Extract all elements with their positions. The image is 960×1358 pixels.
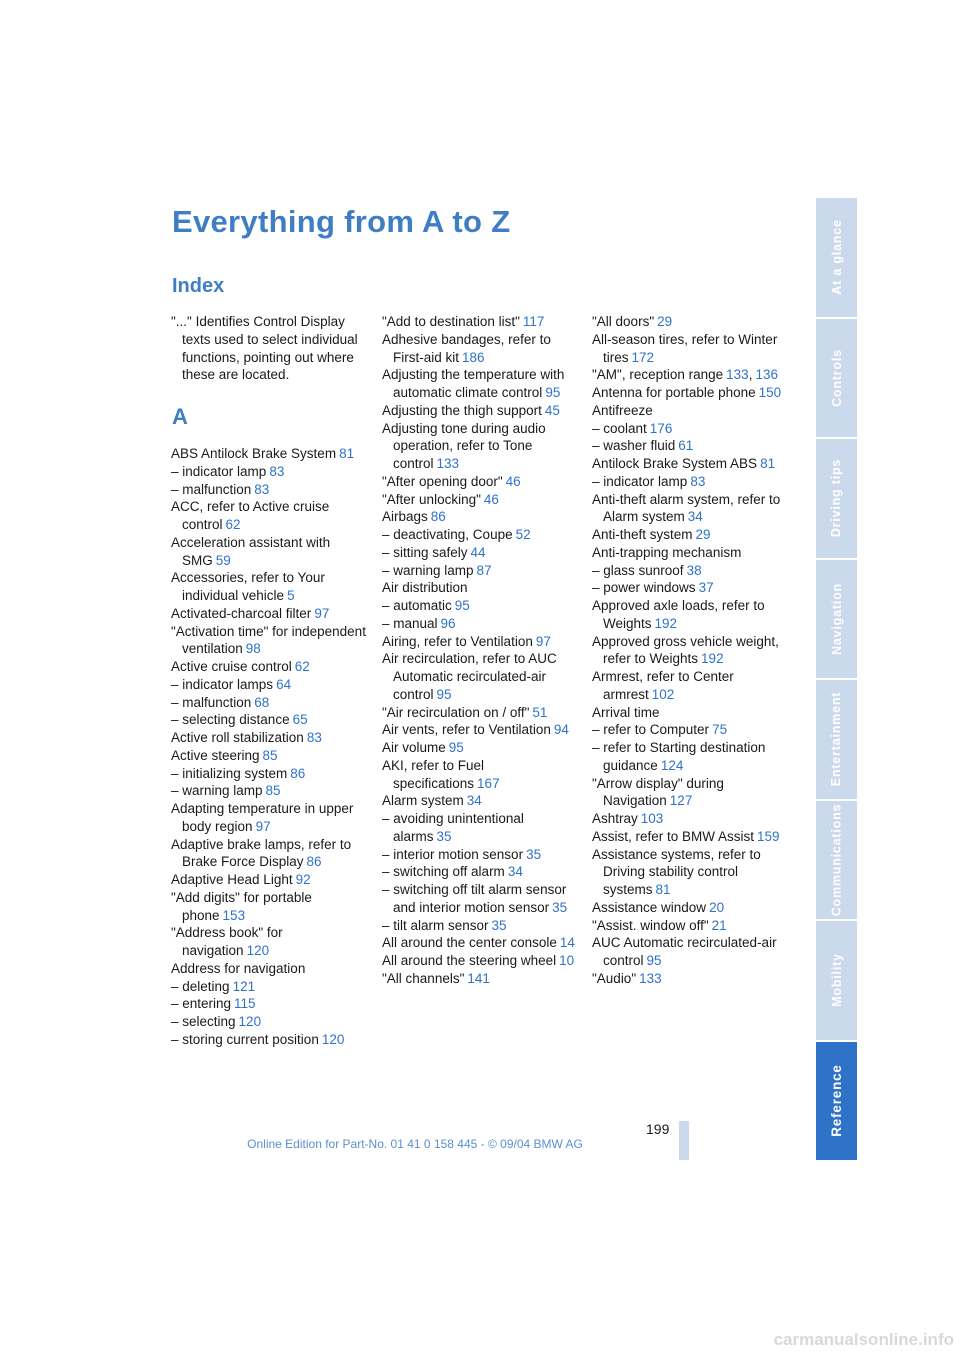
index-entry-text: Acceleration assistant with SMG — [171, 534, 331, 568]
index-entry-text: ABS Antilock Brake System — [171, 446, 337, 461]
index-entry-text: – selecting — [171, 1014, 236, 1029]
index-entry-text: "Activation time" for independent ventilation — [171, 623, 366, 657]
index-entry-text: – initializing system — [171, 765, 288, 781]
index-entry-text: Airing, refer to Ventilation — [382, 633, 533, 649]
page-reference-link[interactable]: 81 — [655, 882, 671, 897]
tab-controls[interactable] — [816, 319, 857, 438]
index-entry — [592, 704, 792, 722]
index-entry-text: Antifreeze — [592, 402, 653, 418]
index-entry — [382, 508, 582, 526]
page-reference-link[interactable]: 45 — [544, 402, 560, 418]
tab-label: At a glance — [829, 219, 844, 295]
index-entry-text: Air recirculation, refer to AUC Automatic recirculated-air control — [382, 651, 557, 702]
index-entry — [592, 366, 792, 384]
page-reference-link[interactable]: 5 — [287, 588, 295, 603]
index-entry-text: "Add digits" for portable phone — [171, 889, 312, 923]
page-reference-link[interactable]: 176 — [649, 420, 673, 436]
page-reference-link[interactable]: 127 — [669, 793, 693, 809]
index-entry — [171, 995, 371, 1013]
tab-navigation[interactable] — [816, 560, 857, 679]
index-entry-text: "All doors" — [592, 314, 655, 329]
index-entry-text: Adjusting the temperature with automatic climate control — [382, 367, 565, 400]
page-reference-link[interactable]: 75 — [712, 722, 728, 738]
page-reference-link[interactable]: 83 — [254, 481, 270, 497]
index-entry-text: – switching off alarm — [382, 864, 505, 880]
page-reference-link[interactable]: 87 — [476, 562, 492, 578]
index-entry — [382, 615, 582, 633]
page-reference-link[interactable]: 38 — [686, 562, 702, 578]
index-entry-text: Alarm system — [382, 793, 464, 809]
page-reference-link[interactable]: 133 — [639, 970, 662, 986]
index-entry — [592, 917, 792, 935]
page-reference-link[interactable]: 192 — [654, 615, 678, 631]
index-entry-text: Adjusting tone during audio operation, refer to Tone control — [382, 420, 546, 471]
index-entry — [171, 498, 371, 534]
index-entry — [592, 579, 792, 597]
index-entry-text: – malfunction — [171, 694, 252, 710]
page-reference-link[interactable]: 97 — [255, 818, 271, 834]
page-reference-link[interactable]: 64 — [276, 676, 292, 692]
index-entry-text: Approved gross vehicle weight, refer to Weights — [592, 633, 779, 667]
index-entry-text: "After unlocking" — [382, 491, 481, 507]
index-entry-text: Adhesive bandages, refer to First-aid kit — [382, 331, 551, 365]
page-reference-link[interactable]: 192 — [701, 651, 724, 667]
page-reference-link[interactable]: 68 — [254, 694, 270, 710]
index-entry — [382, 579, 582, 597]
page-reference-link[interactable]: 133 — [726, 367, 749, 383]
page-reference-link[interactable]: 59 — [215, 552, 231, 568]
index-entry — [171, 463, 371, 481]
tab-label: Entertainment — [829, 692, 844, 787]
index-entry — [592, 597, 792, 633]
page-reference-link[interactable]: 120 — [321, 1031, 345, 1047]
page-reference-link[interactable]: 121 — [232, 978, 256, 994]
page-reference-link[interactable]: 172 — [631, 349, 655, 365]
index-entry — [592, 810, 792, 828]
index-entry — [592, 739, 792, 775]
index-entry-text: – power windows — [592, 580, 696, 596]
index-entry-text: – washer fluid — [592, 438, 676, 454]
page-reference-link[interactable]: 153 — [222, 907, 246, 923]
index-entry-text: – coolant — [592, 420, 647, 436]
page-reference-link[interactable]: 34 — [466, 793, 482, 809]
page-reference-link[interactable]: 102 — [651, 686, 675, 702]
tab-label: Mobility — [829, 953, 844, 1008]
index-entry-text: – glass sunroof — [592, 562, 684, 578]
ref-separator: , — [748, 367, 753, 383]
page-reference-link[interactable]: 81 — [339, 446, 355, 461]
index-entry-text: "Audio" — [592, 970, 637, 986]
page-reference-link[interactable]: 95 — [448, 740, 464, 755]
index-intro: "..." Identifies Control Display texts used to select individual functions, pointing out where these are located. — [171, 314, 358, 383]
index-entry — [592, 384, 792, 402]
index-entry — [382, 810, 582, 846]
index-entry-text: Antenna for portable phone — [592, 385, 756, 400]
page-reference-link[interactable]: 95 — [454, 598, 470, 613]
page-reference-link[interactable]: 97 — [535, 633, 551, 649]
index-entry-text: – avoiding unintentional alarms — [382, 811, 524, 844]
index-entry-text: Active roll stabilization — [171, 730, 304, 745]
index-entry — [382, 881, 582, 917]
index-entry-text: – deactivating, Coupe — [382, 527, 513, 542]
tab-communications[interactable] — [816, 801, 857, 920]
index-entry — [171, 676, 371, 694]
page-reference-link[interactable]: 65 — [292, 712, 308, 728]
index-entry — [382, 420, 582, 473]
index-entry — [382, 757, 582, 793]
tab-label: Controls — [829, 348, 844, 407]
index-entry — [382, 366, 582, 402]
index-entry-text: Armrest, refer to Center armrest — [592, 669, 734, 702]
index-entries-1 — [171, 445, 371, 1049]
index-entry-text: Anti-theft alarm system, refer to Alarm system — [592, 491, 781, 525]
page-reference-link[interactable]: 136 — [755, 367, 778, 383]
page-reference-link[interactable]: 95 — [436, 686, 452, 702]
index-entry — [171, 765, 371, 783]
index-entry-text: All around the center console — [382, 935, 557, 951]
index-entry-text: Adapting temperature in upper body region — [171, 801, 354, 834]
page-reference-link[interactable]: 98 — [245, 641, 261, 657]
index-entry — [382, 331, 582, 367]
page-reference-link[interactable]: 81 — [760, 456, 776, 471]
page-reference-link[interactable]: 133 — [436, 456, 460, 471]
index-entry-text: – indicator lamps — [171, 676, 274, 692]
page-reference-link[interactable]: 120 — [238, 1014, 262, 1029]
index-entry — [171, 836, 371, 872]
index-entry — [382, 739, 582, 757]
index-entry — [171, 924, 371, 960]
index-entry-text: AUC Automatic recirculated-air control — [592, 935, 777, 968]
index-column-1 — [171, 313, 371, 1049]
index-entry — [592, 721, 792, 739]
index-entry — [382, 526, 582, 544]
index-entry-text: Approved axle loads, refer to Weights — [592, 598, 765, 631]
page-reference-link[interactable]: 51 — [532, 704, 548, 720]
tab-label: Navigation — [829, 582, 844, 655]
index-entry — [171, 623, 371, 659]
index-entry-text: Air distribution — [382, 580, 468, 596]
index-entry-text: Assistance window — [592, 899, 707, 915]
index-entry — [171, 658, 371, 676]
page-reference-link[interactable]: 85 — [265, 783, 281, 799]
tab-label: Reference — [829, 1064, 844, 1137]
page-reference-link[interactable]: 10 — [559, 953, 575, 968]
page-reference-link[interactable]: 115 — [234, 996, 256, 1012]
index-entry — [592, 899, 792, 917]
index-entry — [592, 420, 792, 438]
page-reference-link[interactable]: 35 — [436, 828, 452, 844]
index-entry-text: "Air recirculation on / off" — [382, 704, 530, 720]
page-reference-link[interactable]: 92 — [295, 872, 311, 887]
index-entry-text: "AM", reception range — [592, 367, 724, 383]
page-reference-link[interactable]: 186 — [462, 349, 485, 365]
page-reference-link[interactable]: 159 — [757, 828, 780, 844]
index-entry-text: – switching off tilt alarm sensor and interior motion sensor — [382, 882, 567, 915]
index-entry-text: Adaptive brake lamps, refer to Brake Force Display — [171, 836, 352, 870]
index-entry — [592, 668, 792, 704]
section-title: Index — [172, 275, 225, 297]
index-entry-text: – deleting — [171, 978, 230, 994]
index-entry-text: – refer to Starting destination guidance — [592, 740, 766, 773]
index-entry-text: "After opening door" — [382, 473, 503, 489]
index-entry — [171, 1031, 371, 1049]
page-reference-link[interactable]: 62 — [225, 517, 241, 532]
index-entry-text: All-season tires, refer to Winter tires — [592, 331, 778, 365]
index-entry — [382, 313, 582, 331]
index-entry-text: Active cruise control — [171, 659, 292, 674]
index-entry — [592, 402, 792, 420]
index-entry-text: – warning lamp — [382, 562, 474, 578]
index-entry — [382, 650, 582, 703]
index-entry — [171, 747, 371, 765]
index-entry — [592, 437, 792, 455]
page-reference-link[interactable]: 117 — [522, 314, 545, 329]
page-reference-link[interactable]: 95 — [646, 953, 662, 968]
page-reference-link[interactable]: 21 — [711, 917, 727, 933]
index-entry — [382, 970, 582, 988]
index-entry-text: Address for navigation — [171, 960, 306, 976]
index-entry-text: – manual — [382, 615, 438, 631]
index-entry — [382, 952, 582, 970]
index-entry-text: ACC, refer to Active cruise control — [171, 499, 330, 532]
index-entry — [382, 633, 582, 651]
page-reference-link[interactable]: 141 — [467, 970, 490, 986]
index-entry — [171, 605, 371, 623]
index-entry-text: Adjusting the thigh support — [382, 402, 542, 418]
page-reference-link[interactable]: 83 — [306, 730, 322, 745]
index-entry — [592, 313, 792, 331]
index-entry-text: Adaptive Head Light — [171, 872, 293, 887]
page-reference-link[interactable]: 46 — [483, 491, 499, 507]
page-reference-link[interactable]: 167 — [477, 775, 500, 791]
footer-text: Online Edition for Part-No. 01 41 0 158 445 - © 09/04 BMW AG — [247, 1137, 583, 1151]
page-reference-link[interactable]: 35 — [491, 917, 507, 933]
index-entry — [171, 782, 371, 800]
index-entry — [171, 534, 371, 570]
page-reference-link[interactable]: 34 — [687, 509, 703, 525]
index-entry — [171, 445, 371, 463]
index-entry — [592, 526, 792, 544]
page-number: 199 — [646, 1121, 670, 1137]
page-reference-link[interactable]: 46 — [505, 473, 521, 489]
index-entry — [171, 1013, 371, 1031]
index-entry — [171, 481, 371, 499]
index-entry-text: Ashtray — [592, 811, 638, 826]
index-entry — [382, 792, 582, 810]
index-entry — [382, 597, 582, 615]
tab-driving-tips[interactable] — [816, 439, 857, 558]
index-entry-text: – automatic — [382, 598, 452, 613]
page-reference-link[interactable]: 94 — [553, 722, 569, 738]
index-entry-text: – selecting distance — [171, 712, 290, 728]
page-reference-link[interactable]: 95 — [545, 385, 561, 400]
index-entry — [171, 871, 371, 889]
page-reference-link[interactable]: 52 — [515, 527, 531, 542]
index-entry-text: Active steering — [171, 747, 260, 763]
index-entry — [592, 473, 792, 491]
page-reference-link[interactable]: 86 — [290, 765, 306, 781]
index-entry-text: Activated-charcoal filter — [171, 605, 312, 621]
page-reference-link[interactable]: 35 — [552, 899, 568, 915]
index-entry-text: Accessories, refer to Your individual vehicle — [171, 570, 325, 603]
index-entry — [592, 828, 792, 846]
index-entry-text: Air volume — [382, 740, 446, 755]
index-entry-text: Assistance systems, refer to Driving stability control systems — [592, 846, 761, 897]
index-entry-text: "Arrow display" during Navigation — [592, 775, 724, 809]
index-entry — [171, 694, 371, 712]
index-entry — [382, 934, 582, 952]
tab-at-a-glance[interactable] — [816, 198, 857, 317]
index-column-2 — [382, 313, 582, 988]
page-reference-link[interactable]: 20 — [709, 899, 725, 915]
index-entry-text: All around the steering wheel — [382, 953, 557, 968]
page-reference-link[interactable]: 103 — [640, 811, 664, 826]
index-entry — [382, 544, 582, 562]
index-entry — [592, 934, 792, 970]
page-reference-link[interactable]: 83 — [269, 463, 285, 479]
index-column-3 — [592, 313, 792, 988]
index-entry-text: "Address book" for navigation — [171, 925, 283, 958]
page-reference-link[interactable]: 150 — [758, 385, 782, 400]
index-entry — [382, 846, 582, 864]
index-entry — [592, 846, 792, 899]
index-entry-text: – storing current position — [171, 1031, 319, 1047]
index-entry-text: – sitting safely — [382, 544, 468, 560]
index-entry-text: Airbags — [382, 509, 428, 525]
tab-entertainment[interactable] — [816, 680, 857, 799]
page-reference-link[interactable]: 34 — [507, 864, 523, 880]
index-entries-2 — [382, 313, 582, 988]
index-entry — [171, 978, 371, 996]
page-reference-link[interactable]: 86 — [430, 509, 446, 525]
index-entry — [382, 473, 582, 491]
index-entry — [592, 455, 792, 473]
page-reference-link[interactable]: 83 — [690, 473, 706, 489]
tab-label: Driving tips — [829, 459, 844, 538]
index-entry-text: AKI, refer to Fuel specifications — [382, 757, 485, 791]
index-entry — [592, 544, 792, 562]
page-reference-link[interactable]: 124 — [660, 757, 684, 773]
page-reference-link[interactable]: 29 — [695, 527, 711, 542]
index-entry-text: – malfunction — [171, 481, 252, 497]
index-entry — [171, 711, 371, 729]
index-entry — [171, 889, 371, 925]
page-reference-link[interactable]: 37 — [698, 580, 714, 596]
index-entries-3 — [592, 313, 792, 988]
index-entry-text: Assist, refer to BMW Assist — [592, 828, 755, 844]
index-entry — [382, 863, 582, 881]
tab-label: Communications — [829, 803, 844, 917]
index-entry-text: Air vents, refer to Ventilation — [382, 722, 551, 738]
index-entry-text: – warning lamp — [171, 783, 263, 799]
footer — [0, 1137, 960, 1151]
index-entry-text: "Assist. window off" — [592, 917, 709, 933]
page-reference-link[interactable]: 62 — [294, 659, 310, 674]
index-entry — [592, 562, 792, 580]
page-reference-link[interactable]: 97 — [314, 605, 330, 621]
index-entry-text: – indicator lamp — [592, 473, 688, 489]
page-reference-link[interactable]: 96 — [440, 615, 456, 631]
page-title: Everything from A to Z — [172, 204, 511, 239]
index-entry-text: Anti-theft system — [592, 527, 693, 542]
index-entry — [382, 704, 582, 722]
index-entry-text: Antilock Brake System ABS — [592, 456, 758, 471]
index-entry — [592, 775, 792, 811]
page-reference-link[interactable]: 29 — [657, 314, 673, 329]
index-entry-text: – indicator lamp — [171, 463, 267, 479]
watermark: carmanualsonline.info — [773, 1330, 954, 1349]
index-entry — [171, 800, 371, 836]
section-tabs — [816, 198, 857, 1162]
page-reference-link[interactable]: 14 — [559, 935, 575, 951]
page-reference-link[interactable]: 85 — [262, 747, 278, 763]
index-entry — [592, 633, 792, 669]
page-reference-link[interactable]: 61 — [678, 438, 694, 454]
index-entry-text: – tilt alarm sensor — [382, 917, 489, 933]
index-entry-text: Arrival time — [592, 704, 660, 720]
index-entry — [382, 402, 582, 420]
index-entry-text: Anti-trapping mechanism — [592, 544, 742, 560]
page-reference-link[interactable]: 35 — [526, 846, 542, 862]
index-entry-text: – interior motion sensor — [382, 846, 524, 862]
page-reference-link[interactable]: 86 — [306, 854, 322, 870]
index-entry — [382, 562, 582, 580]
index-entry — [592, 491, 792, 527]
index-entry — [382, 917, 582, 935]
index-entry — [171, 729, 371, 747]
index-entry — [382, 491, 582, 509]
index-entry — [382, 721, 582, 739]
index-entry-text: – refer to Computer — [592, 722, 710, 738]
index-entry — [592, 331, 792, 367]
index-entry — [171, 569, 371, 605]
tab-mobility[interactable] — [816, 921, 857, 1040]
index-entry-text: "All channels" — [382, 970, 465, 986]
index-entry — [592, 970, 792, 988]
index-entry — [171, 960, 371, 978]
index-entry-text: "Add to destination list" — [382, 314, 520, 329]
index-entry-text: – entering — [171, 996, 232, 1012]
letter-heading: A — [172, 404, 188, 429]
page-reference-link[interactable]: 120 — [246, 943, 270, 958]
page-reference-link[interactable]: 44 — [470, 544, 486, 560]
